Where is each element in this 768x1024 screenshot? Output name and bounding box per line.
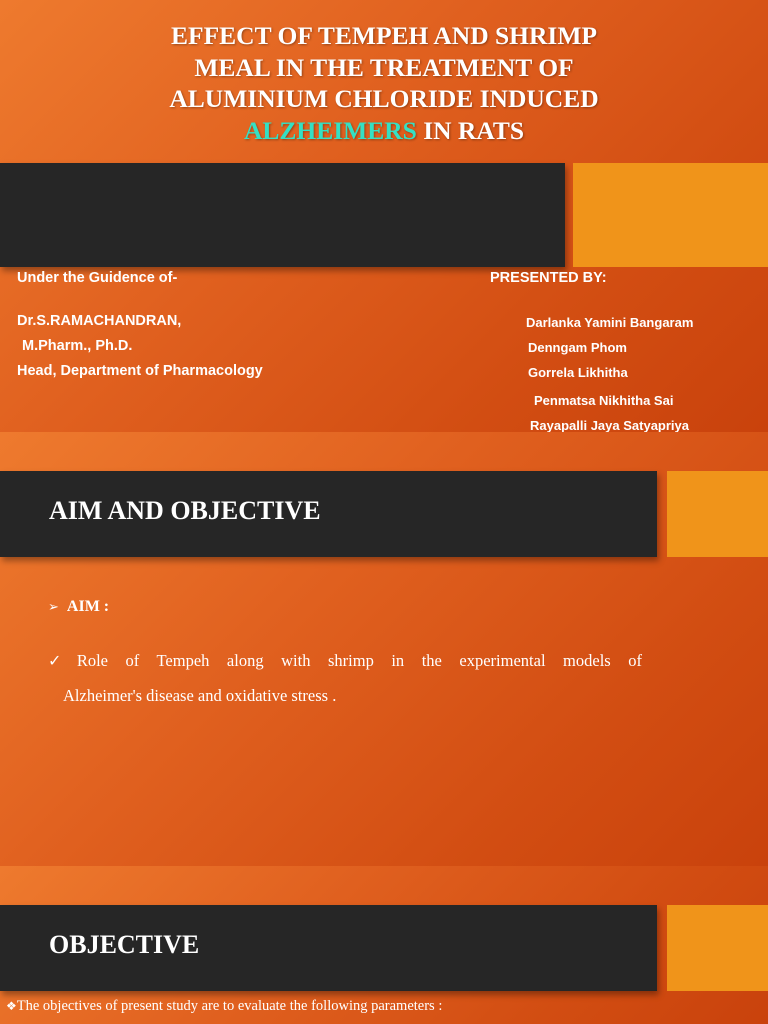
title-accent-word: ALZHEIMERS xyxy=(243,115,417,145)
checkmark-icon: ✓ xyxy=(48,653,75,670)
title-tail: IN RATS xyxy=(416,115,525,145)
aim-line-1-text: Role of Tempeh along with shrimp in the experimental models of xyxy=(76,651,642,670)
objective-intro xyxy=(6,998,442,1015)
presenter-name: Rayapalli Jaya Satyapriya xyxy=(530,418,689,432)
presenter-name: Denngam Phom xyxy=(528,340,627,355)
aim-line-1 xyxy=(48,644,642,679)
aim-description xyxy=(48,644,642,713)
presenter-name: Darlanka Yamini Bangaram xyxy=(526,315,694,330)
aim-label-text: AIM : xyxy=(66,598,110,615)
presenter-name: Gorrela Likhitha xyxy=(528,365,628,380)
diamond-bullet-icon: ❖ xyxy=(6,999,17,1013)
objective-gold-block xyxy=(667,905,768,991)
aim-objective-heading: AIM AND OBJECTIVE xyxy=(49,496,321,525)
presentation-title xyxy=(60,20,708,146)
title-line-2: MEAL IN THE TREATMENT OF xyxy=(194,52,574,82)
objective-intro-text: The objectives of present study are to evaluate the following parameters : xyxy=(16,998,443,1014)
title-line-1: EFFECT OF TEMPEH AND SHRIMP xyxy=(171,21,597,50)
objective-heading: OBJECTIVE xyxy=(49,930,200,959)
guide-degree: M.Pharm., Ph.D. xyxy=(22,338,133,354)
title-line-3: ALUMINIUM CHLORIDE INDUCED xyxy=(169,84,599,113)
guide-name: Dr.S.RAMACHANDRAN, xyxy=(17,313,182,329)
presenter-name: Penmatsa Nikhitha Sai xyxy=(534,393,674,408)
arrow-bullet-icon: ➢ xyxy=(48,599,59,614)
guidance-heading: Under the Guidence of- xyxy=(17,270,178,286)
title-slide xyxy=(0,0,768,432)
aim-line-2: Alzheimer's disease and oxidative stress . xyxy=(63,686,337,705)
guide-role: Head, Department of Pharmacology xyxy=(17,363,263,379)
aim-slide xyxy=(0,432,768,866)
aim-gold-block xyxy=(667,471,768,557)
aim-label xyxy=(48,598,109,616)
title-dark-band xyxy=(0,163,565,267)
objective-slide xyxy=(0,866,768,1024)
title-gold-block xyxy=(573,163,768,267)
presented-by-heading: PRESENTED BY: xyxy=(490,270,607,286)
